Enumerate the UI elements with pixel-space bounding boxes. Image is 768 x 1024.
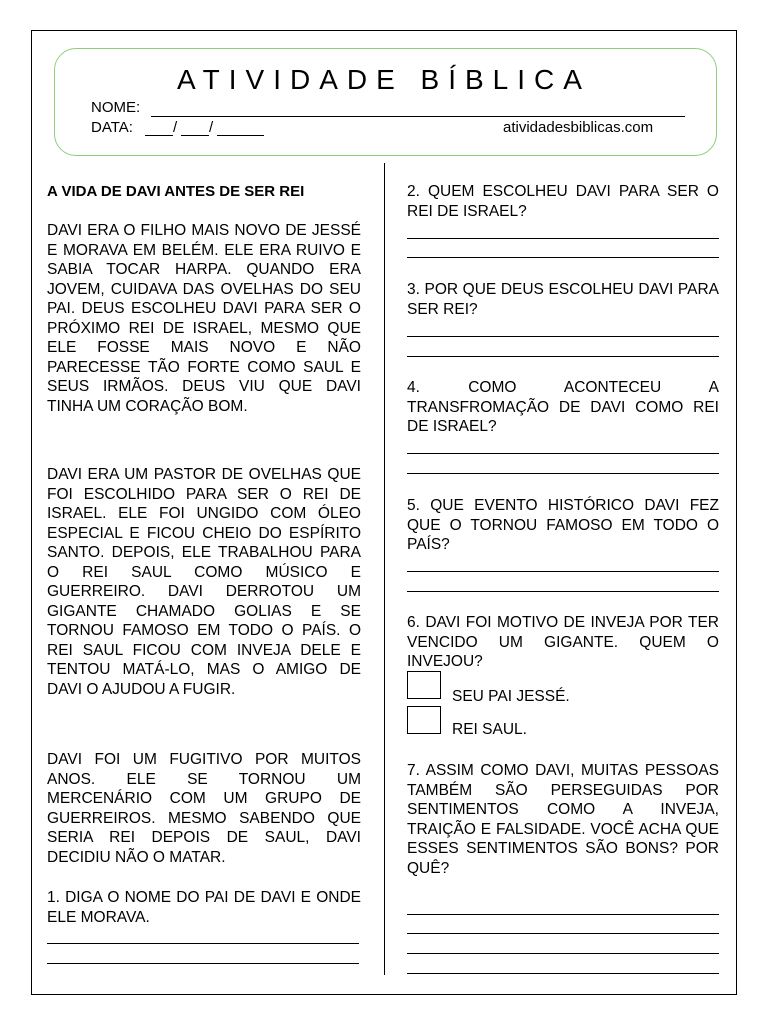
- question-5: 5. QUE EVENTO HISTÓRICO DAVI FEZ QUE O TORNOU FAMOSO EM TODO O PAÍS?: [407, 497, 719, 553]
- column-divider: [384, 163, 385, 975]
- answer-line[interactable]: [407, 973, 719, 974]
- answer-line[interactable]: [407, 933, 719, 934]
- question-2: 2. QUEM ESCOLHEU DAVI PARA SER O REI DE ISRAEL?: [407, 183, 719, 220]
- answer-line[interactable]: [407, 473, 719, 474]
- name-field[interactable]: [151, 116, 685, 117]
- answer-line[interactable]: [407, 336, 719, 337]
- answer-line[interactable]: [47, 963, 359, 964]
- name-label: NOME:: [91, 99, 141, 116]
- story-paragraph: DAVI ERA UM PASTOR DE OVELHAS QUE FOI ESCOLHIDO PARA SER O REI DE ISRAEL. ELE FOI UNGIDO COM ÓLEO ESPECIAL E FICOU CHEIO DO ESPÍRITO SANTO. DEPOIS, ELE TRABALHOU PARA O REI SAUL COMO MÚSICO E GUERREIRO. DAVI DERROTOU UM GIGANTE CHAMADO GOLIAS E SE TORNOU FAMOSO EM TODO O PAÍS. O REI SAUL FICOU COM INVEJA DELE E TENTOU MATÁ-LO, MAS O AMIGO DE DAVI O AJUDOU A FUGIR.: [47, 466, 361, 698]
- question-6: 6. DAVI FOI MOTIVO DE INVEJA POR TER VENCIDO UM GIGANTE. QUEM O INVEJOU?: [407, 614, 719, 670]
- option-label: REI SAUL.: [452, 721, 527, 738]
- story-paragraph: DAVI FOI UM FUGITIVO POR MUITOS ANOS. ELE SE TORNOU UM MERCENÁRIO COM UM GRUPO DE GUERREIROS. MESMO SABENDO QUE SERIA REI DEPOIS DE SAUL, DAVI DECIDIU NÃO O MATAR.: [47, 751, 361, 866]
- answer-line[interactable]: [407, 591, 719, 592]
- answer-line[interactable]: [407, 914, 719, 915]
- date-separator: /: [209, 119, 214, 136]
- website-url: atividadesbiblicas.com: [503, 119, 654, 136]
- answer-line[interactable]: [407, 356, 719, 357]
- answer-line[interactable]: [407, 571, 719, 572]
- question-4: 4. COMO ACONTECEU A TRANSFROMAÇÃO DE DAVI COMO REI DE ISRAEL?: [407, 379, 719, 435]
- page-title: ATIVIDADE BÍBLICA: [177, 64, 591, 95]
- question-3: 3. POR QUE DEUS ESCOLHEU DAVI PARA SER REI?: [407, 281, 719, 318]
- date-day-field[interactable]: [145, 135, 173, 136]
- answer-line[interactable]: [47, 943, 359, 944]
- date-separator: /: [173, 119, 178, 136]
- date-year-field[interactable]: [217, 135, 264, 136]
- option-label: SEU PAI JESSÉ.: [452, 688, 570, 705]
- question-1: 1. DIGA O NOME DO PAI DE DAVI E ONDE ELE MORAVA.: [47, 889, 361, 926]
- date-label: DATA:: [91, 119, 133, 136]
- option-checkbox[interactable]: [407, 671, 441, 699]
- answer-line[interactable]: [407, 257, 719, 258]
- date-month-field[interactable]: [181, 135, 209, 136]
- story-heading: A VIDA DE DAVI ANTES DE SER REI: [47, 183, 305, 200]
- answer-line[interactable]: [407, 953, 719, 954]
- story-paragraph: DAVI ERA O FILHO MAIS NOVO DE JESSÉ E MORAVA EM BELÉM. ELE ERA RUIVO E SABIA TOCAR HARPA. QUANDO ERA JOVEM, CUIDAVA DAS OVELHAS DO SEU PAI. DEUS ESCOLHEU DAVI PARA SER O PRÓXIMO REI DE ISRAEL, MESMO QUE ELE FOSSE MAIS NOVO E NÃO PARECESSE TÃO FORTE COMO SAUL E SEUS IRMÃOS. DEUS VIU QUE DAVI TINHA UM CORAÇÃO BOM.: [47, 222, 361, 415]
- question-7: 7. ASSIM COMO DAVI, MUITAS PESSOAS TAMBÉM SÃO PERSEGUIDAS POR SENTIMENTOS COMO A INVEJA, TRAIÇÃO E FALSIDADE. VOCÊ ACHA QUE ESSES SENTIMENTOS SÃO BONS? POR QUÊ?: [407, 762, 719, 877]
- answer-line[interactable]: [407, 453, 719, 454]
- answer-line[interactable]: [407, 238, 719, 239]
- option-checkbox[interactable]: [407, 706, 441, 734]
